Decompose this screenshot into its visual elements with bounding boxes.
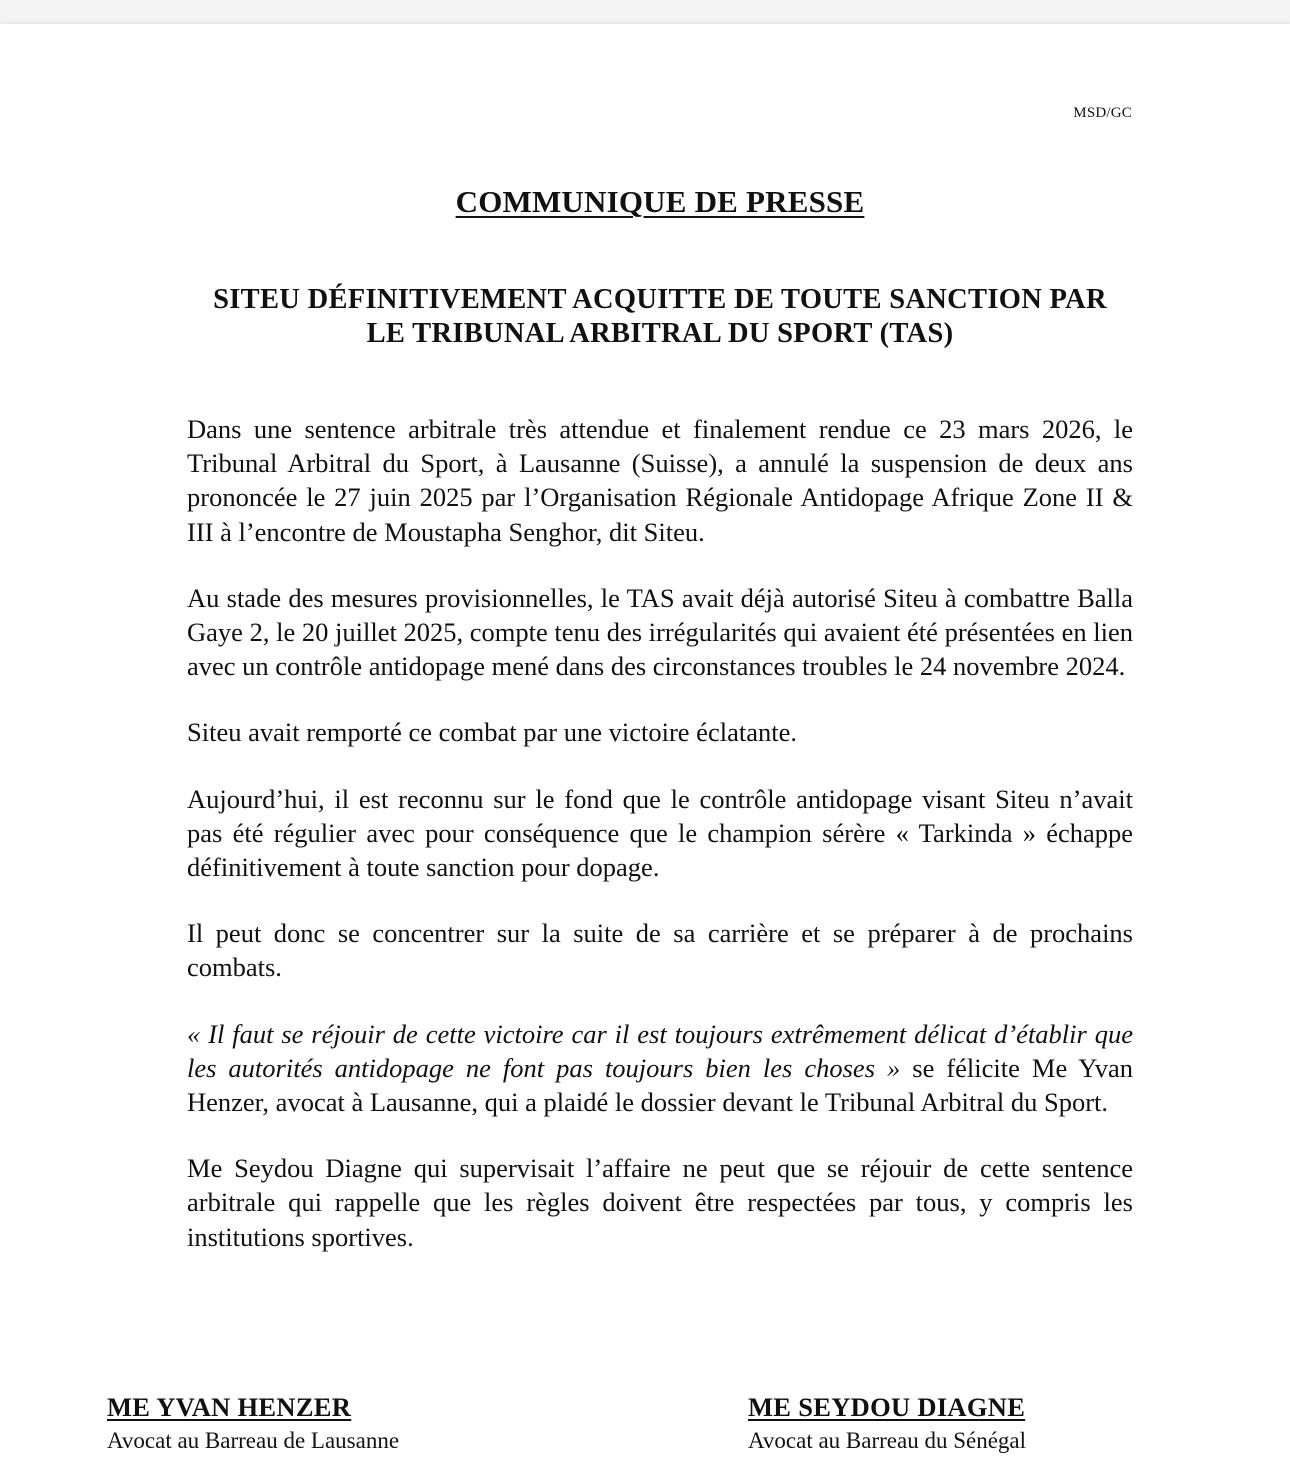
headline	[150, 283, 1170, 351]
document-page	[0, 24, 1290, 1478]
closing-paragraph: Me Seydou Diagne qui supervisait l’affaire ne peut que se réjouir de cette sentence arbitrale qui rappelle que les règles doivent être respectées par tous, y compris les institutions sportives.	[187, 1153, 1133, 1252]
paragraph-5: Il peut donc se concentrer sur la suite de sa carrière et se préparer à de prochains combats.	[187, 918, 1133, 983]
paragraph-1: Dans une sentence arbitrale très attendue et finalement rendue ce 23 mars 2026, le Tribunal Arbitral du Sport, à Lausanne (Suisse), a annulé la suspension de deux ans prononcée le 27 juin 2025 par l’Organisation Régionale Antidopage Afrique Zone II & III à l’encontre de Moustapha Senghor, dit Siteu.	[187, 414, 1133, 547]
quote-text: « Il faut se réjouir de cette victoire car il est toujours extrêmement délicat d’établir que les autorités antidopage ne font pas toujours bien les choses »	[187, 1018, 1133, 1083]
paragraph-4: Aujourd’hui, il est reconnu sur le fond que le contrôle antidopage visant Siteu n’avait pas été régulier avec pour conséquence que le champion sérère « Tarkinda » échappe définitivement à toute sanction pour dopage.	[187, 783, 1133, 883]
signature-title: Avocat au Barreau de Lausanne	[107, 1428, 400, 1453]
headline-line-2: LE TRIBUNAL ARBITRAL DU SPORT (TAS)	[366, 318, 954, 349]
paragraph-2: Au stade des mesures provisionnelles, le TAS avait déjà autorisé Siteu à combattre Balla Gaye 2, le 20 juillet 2025, compte tenu des irrégularités qui avaient été présentées en lien avec un contrôle antidopage mené dans des circonstances troubles le 24 novembre 2024.	[187, 582, 1133, 682]
document-title: COMMUNIQUE DE PRESSE	[455, 184, 865, 219]
signature-block-henzer	[107, 1391, 399, 1457]
signature-name: ME SEYDOU DIAGNE	[748, 1392, 1026, 1422]
quote-paragraph	[187, 1017, 1133, 1120]
signature-block-diagne	[748, 1391, 1026, 1457]
quote-attribution: se félicite Me Yvan Henzer, avocat à Lausanne, qui a plaidé le dossier devant le Tribunal Arbitral du Sport.	[187, 1052, 1133, 1118]
paragraph-3: Siteu avait remporté ce combat par une victoire éclatante.	[187, 717, 797, 748]
reference-code: MSD/GC	[1073, 105, 1132, 121]
signature-title: Avocat au Barreau du Sénégal	[748, 1428, 1027, 1453]
signature-name: ME YVAN HENZER	[107, 1392, 352, 1422]
body-text	[187, 412, 1133, 1286]
headline-line-1: SITEU DÉFINITIVEMENT ACQUITTE DE TOUTE SANCTION PAR	[213, 284, 1107, 315]
